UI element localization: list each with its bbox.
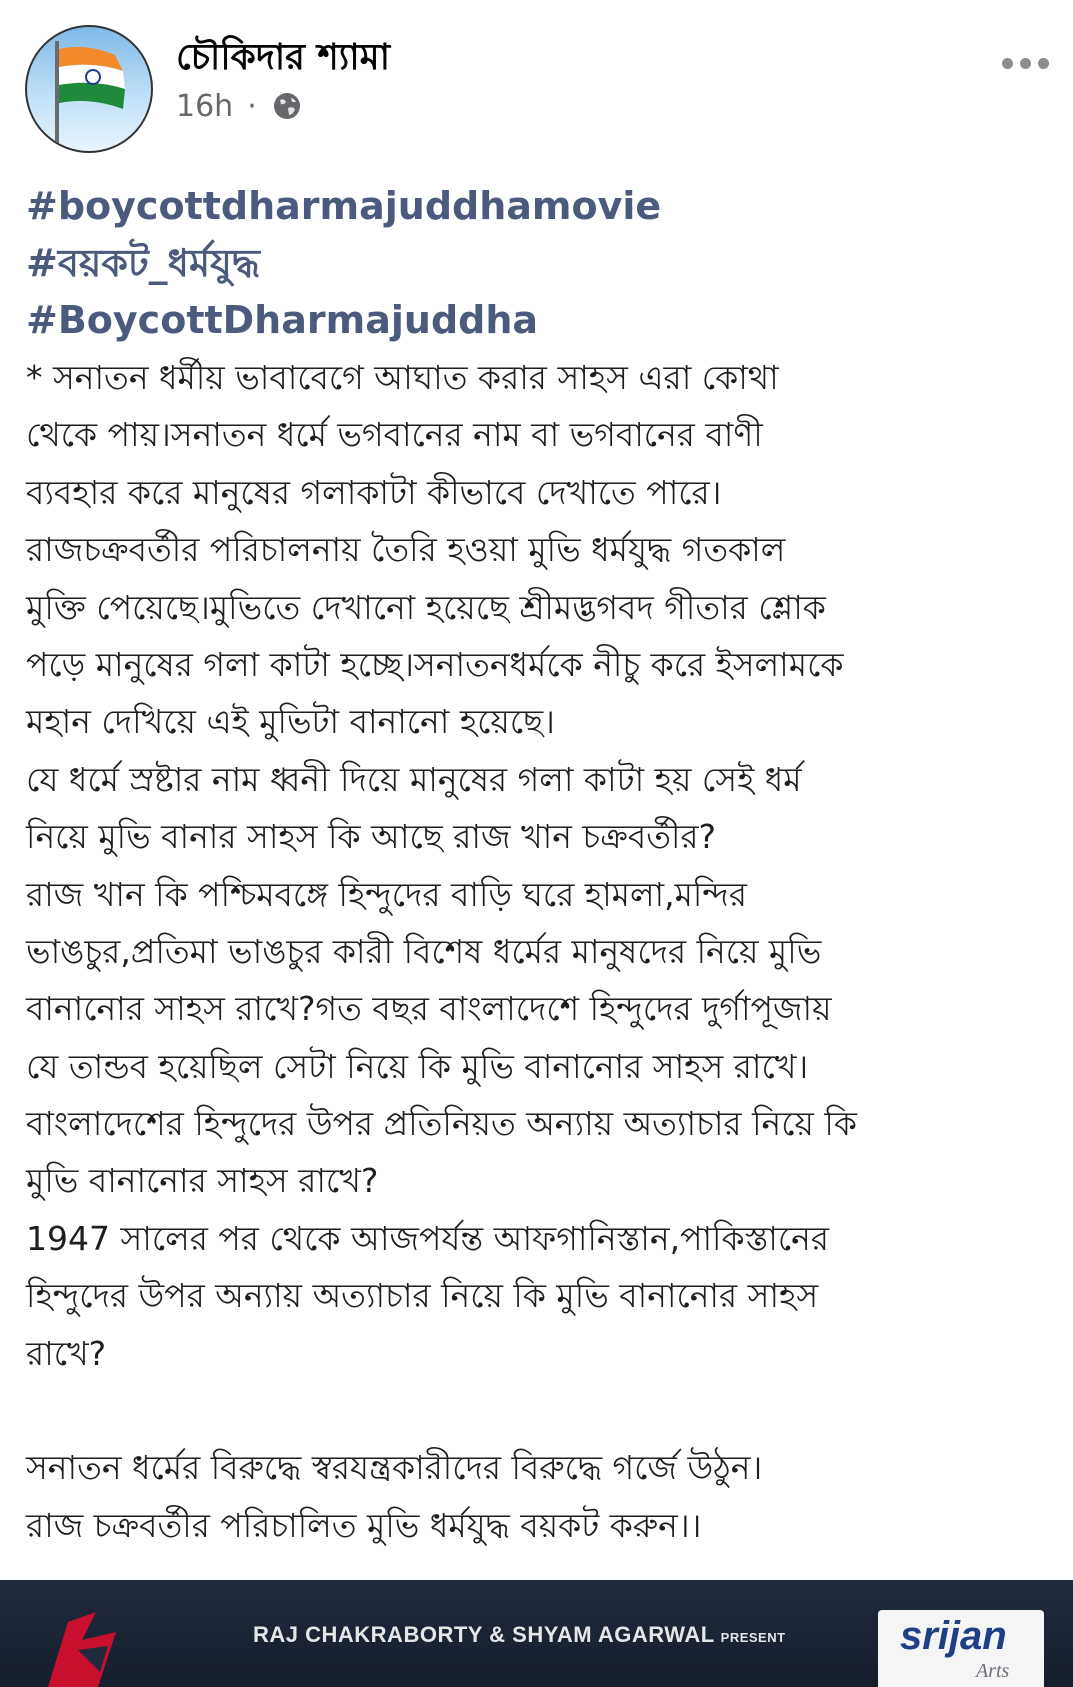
timestamp[interactable]: 16h [176,88,234,124]
post-text-line: ব্যবহার করে মানুষের গলাকাটা কীভাবে দেখাতে পারে। [26,472,722,512]
studio-name: srijan [900,1614,1007,1658]
post-text-line: মুক্তি পেয়েছে।মুভিতে দেখানো হয়েছে শ্রীমদ্ভগবদ গীতার শ্লোক [26,587,826,627]
paragraph-gap [26,1382,1056,1439]
post-text-line: সনাতন ধর্মের বিরুদ্ধে স্বরযন্ত্রকারীদের বিরুদ্ধে গর্জে উঠুন। [26,1448,763,1488]
post-body [26,178,1056,1554]
attached-image-banner[interactable] [0,1580,1073,1687]
studio-sub: Arts [976,1660,1010,1682]
indian-flag-image [27,27,151,151]
post-text-line: 1947 সালের পর থেকে আজপর্যন্ত আফগানিস্তান,পাকিস্তানের [26,1218,829,1258]
studio-logo [878,1610,1044,1687]
post-text-line: রাজ চক্রবর্তীর পরিচালিত মুভি ধর্মযুদ্ধ বয়কট করুন।। [26,1505,702,1545]
post-text-line: বাংলাদেশের হিন্দুদের উপর প্রতিনিয়ত অন্যায় অত্যাচার নিয়ে কি [26,1104,857,1144]
post-text-line: যে তান্ডব হয়েছিল সেটা নিয়ে কি মুভি বানানোর সাহস রাখে। [26,1046,809,1086]
film-logo-icon [38,1602,138,1687]
post-meta [176,86,303,126]
banner-credits [253,1622,786,1648]
post-text-line: ভাঙচুর,প্রতিমা ভাঙচুর কারী বিশেষ ধর্মের মানুষদের নিয়ে মুভি [26,931,822,971]
post-text-line: * সনাতন ধর্মীয় ভাবাবেগে আঘাত করার সাহস এরা কোথা [26,358,779,397]
author-name[interactable]: চৌকিদার শ্যামা [176,37,391,78]
post-text-line: রাজ খান কি পশ্চিমবঙ্গে হিন্দুদের বাড়ি ঘরে হামলা,মন্দির [26,874,748,914]
avatar[interactable] [25,25,153,153]
meta-separator: · [247,88,257,124]
post-text-line: নিয়ে মুভি বানার সাহস কি আছে রাজ খান চক্রবর্তীর? [26,817,717,857]
post-text-line: মুভি বানানোর সাহস রাখে? [26,1161,379,1201]
hashtag-link[interactable]: #বয়কট_ধর্মযুদ্ধ [26,241,260,285]
post-text-line: রাজচক্রবর্তীর পরিচালনায় তৈরি হওয়া মুভি ধর্মযুদ্ধ গতকাল [26,530,786,570]
post-text-line: বানানোর সাহস রাখে?গত বছর বাংলাদেশে হিন্দুদের দুর্গাপূজায় [26,989,832,1029]
hashtag-link[interactable]: #BoycottDharmajuddha [26,298,539,342]
post-text-line: হিন্দুদের উপর অন্যায় অত্যাচার নিয়ে কি মুভি বানানোর সাহস [26,1276,819,1316]
present-text: PRESENT [720,1630,786,1645]
post-header [0,0,1073,170]
post-text-line: মহান দেখিয়ে এই মুভিটা বানানো হয়েছে। [26,702,555,742]
post-text-line: যে ধর্মে স্রষ্টার নাম ধ্বনী দিয়ে মানুষের গলা কাটা হয় সেই ধর্ম [26,759,802,799]
post-text-line: রাখে? [26,1333,107,1373]
globe-icon[interactable] [271,90,303,122]
more-options-icon[interactable] [1002,58,1049,69]
presenters-text: RAJ CHAKRABORTY & SHYAM AGARWAL [253,1622,715,1647]
post-text-line: থেকে পায়।সনাতন ধর্মে ভগবানের নাম বা ভগবানের বাণী [26,415,763,455]
hashtag-link[interactable]: #boycottdharmajuddhamovie [26,184,662,228]
post-text-line: পড়ে মানুষের গলা কাটা হচ্ছে।সনাতনধর্মকে নীচু করে ইসলামকে [26,644,844,684]
